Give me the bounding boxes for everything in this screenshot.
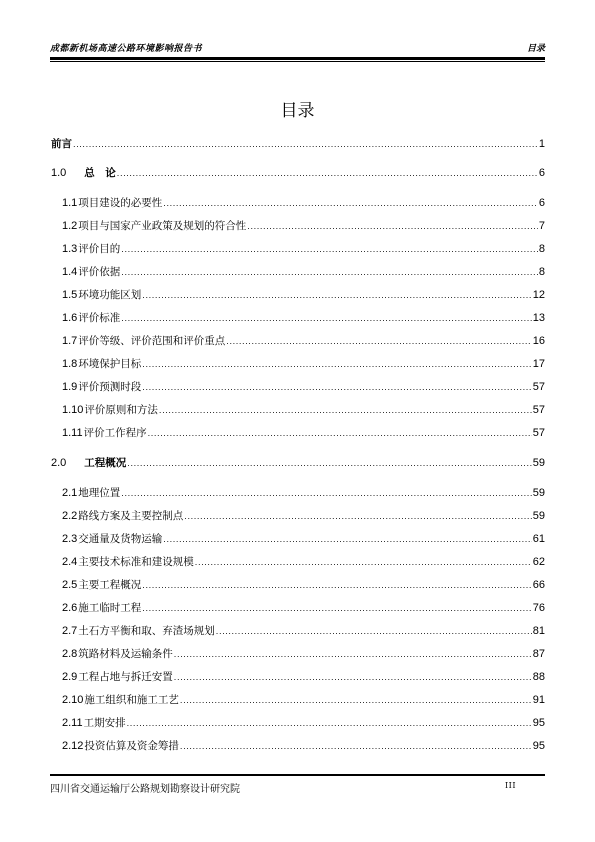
toc-entry-label: 路线方案及主要控制点	[78, 510, 184, 522]
toc-leader-dots	[163, 533, 531, 547]
header-section: 目录	[526, 44, 545, 54]
toc-entry-page: 61	[532, 533, 545, 545]
toc-entry-page: 87	[532, 648, 545, 660]
footer-page-number: III	[505, 781, 516, 790]
toc-entry-page: 88	[532, 671, 545, 683]
toc-entry-number: 2.11	[62, 717, 83, 729]
toc-entry[interactable]	[51, 137, 545, 152]
toc-entry-page: 1	[538, 138, 545, 150]
toc-leader-dots	[226, 335, 531, 349]
toc-entry[interactable]	[62, 647, 545, 662]
toc-leader-dots	[184, 510, 531, 524]
toc-entry-number: 1.9	[62, 381, 78, 393]
page-header	[50, 41, 545, 55]
toc-entry-number: 1.10	[62, 404, 84, 416]
toc-entry-label: 施工临时工程	[78, 602, 142, 614]
page-title: 目录	[280, 101, 315, 121]
toc-leader-dots	[127, 717, 532, 731]
toc-entry-number: 1.11	[62, 427, 83, 439]
toc-entry-label: 评价工作程序	[83, 427, 147, 439]
toc-leader-dots	[142, 579, 531, 593]
toc-entry-page: 91	[532, 694, 545, 706]
toc-entry-label: 评价标准	[78, 312, 121, 324]
toc-entry-page: 95	[532, 717, 545, 729]
toc-leader-dots	[142, 602, 531, 616]
toc-entry[interactable]	[62, 426, 545, 441]
toc-entry-label: 筑路材料及运输条件	[78, 648, 173, 660]
toc-leader-dots	[121, 243, 538, 257]
toc-entry[interactable]	[62, 624, 545, 639]
toc-entry-page: 57	[532, 381, 545, 393]
toc-entry[interactable]	[62, 693, 545, 708]
toc-entry[interactable]	[62, 739, 545, 754]
header-rule-thin	[50, 61, 545, 62]
toc-entry-label: 主要工程概况	[78, 579, 142, 591]
toc-entry-page: 81	[532, 625, 545, 637]
toc-leader-dots	[247, 220, 538, 234]
toc-entry-page: 6	[538, 167, 545, 179]
toc-leader-dots	[121, 266, 538, 280]
toc-entry-number: 2.12	[62, 740, 84, 752]
toc-entry[interactable]	[62, 196, 545, 211]
toc-entry[interactable]	[62, 555, 545, 570]
toc-entry[interactable]	[62, 716, 545, 731]
toc-entry-label: 评价预测时段	[78, 381, 142, 393]
toc-entry-number: 2.6	[62, 602, 78, 614]
toc-entry[interactable]	[62, 242, 545, 257]
toc-entry-label: 工期安排	[83, 717, 126, 729]
toc-entry-number: 1.3	[62, 243, 78, 255]
toc-entry-label: 投资估算及资金筹措	[84, 740, 179, 752]
toc-entry[interactable]	[62, 403, 545, 418]
toc-leader-dots	[159, 404, 532, 418]
toc-entry[interactable]	[62, 601, 545, 616]
toc-leader-dots	[180, 694, 532, 708]
toc-entry[interactable]	[62, 486, 545, 501]
toc-entry-label: 地理位置	[78, 487, 121, 499]
toc-entry[interactable]	[62, 219, 545, 234]
toc-entry-page: 62	[532, 556, 545, 568]
toc-leader-dots	[163, 197, 538, 211]
toc-entry-page: 12	[532, 289, 545, 301]
toc-entry-page: 59	[532, 457, 545, 469]
toc-leader-dots	[174, 648, 532, 662]
toc-entry-number: 1.6	[62, 312, 78, 324]
toc-entry-label: 环境保护目标	[78, 358, 142, 370]
header-doc-title: 成都新机场高速公路环境影响报告书	[50, 44, 203, 54]
toc-entry-number: 2.5	[62, 579, 78, 591]
toc-entry-number: 2.3	[62, 533, 78, 545]
toc-entry-page: 8	[538, 243, 545, 255]
toc-entry-page: 6	[538, 197, 545, 209]
toc-entry[interactable]	[62, 334, 545, 349]
toc-entry-number: 2.7	[62, 625, 78, 637]
toc-entry-page: 59	[532, 487, 545, 499]
toc-entry-label: 施工组织和施工工艺	[84, 694, 179, 706]
toc-leader-dots	[148, 427, 532, 441]
toc-entry-number: 2.8	[62, 648, 78, 660]
toc-entry[interactable]	[62, 670, 545, 685]
toc-entry-number: 1.7	[62, 335, 78, 347]
toc-leader-dots	[180, 740, 532, 754]
toc-entry-page: 16	[532, 335, 545, 347]
toc-entry-number: 1.8	[62, 358, 78, 370]
toc-entry-label: 前言	[51, 138, 72, 150]
toc-entry-page: 17	[532, 358, 545, 370]
toc-leader-dots	[73, 138, 538, 152]
toc-entry[interactable]	[62, 288, 545, 303]
toc-entry[interactable]	[62, 311, 545, 326]
toc-entry[interactable]	[51, 456, 545, 471]
toc-leader-dots	[127, 457, 531, 471]
footer-org: 四川省交通运输厅公路规划勘察设计研究院	[50, 784, 240, 795]
toc-leader-dots	[195, 556, 532, 570]
toc-entry-label: 评价等级、评价范围和评价重点	[78, 335, 226, 347]
toc-entry-number: 2.2	[62, 510, 78, 522]
toc-entry-number: 1.5	[62, 289, 78, 301]
toc-entry-label: 交通量及货物运输	[78, 533, 163, 545]
toc-entry[interactable]	[62, 532, 545, 547]
toc-leader-dots	[174, 671, 532, 685]
toc-leader-dots	[142, 289, 531, 303]
toc-entry[interactable]	[62, 578, 545, 593]
toc-entry-number: 2.10	[62, 694, 84, 706]
toc-entry-number: 1.2	[62, 220, 78, 232]
header-rule-thick	[50, 57, 545, 60]
toc-leader-dots	[121, 487, 531, 501]
toc-entry-page: 13	[532, 312, 545, 324]
toc-entry-label: 工程占地与拆迁安置	[78, 671, 173, 683]
toc-entry[interactable]	[62, 509, 545, 524]
toc-leader-dots	[142, 381, 531, 395]
toc-entry-label: 评价目的	[78, 243, 121, 255]
toc-entry[interactable]	[62, 357, 545, 372]
toc-entry-number: 2.9	[62, 671, 78, 683]
toc-entry-label: 总 论	[84, 167, 116, 179]
toc-entry-number: 1.1	[62, 197, 78, 209]
toc-leader-dots	[216, 625, 532, 639]
toc-entry[interactable]	[62, 265, 545, 280]
toc-entry-label: 工程概况	[84, 457, 127, 469]
toc-leader-dots	[121, 312, 531, 326]
toc-entry-page: 95	[532, 740, 545, 752]
toc-entry-label: 项目建设的必要性	[78, 197, 163, 209]
toc-entry-number: 2.1	[62, 487, 78, 499]
toc-entry-page: 57	[532, 404, 545, 416]
toc-entry-label: 土石方平衡和取、弃渣场规划	[78, 625, 215, 637]
toc-leader-dots	[117, 167, 538, 181]
toc-entry-number: 2.0	[51, 457, 67, 469]
toc-entry-page: 8	[538, 266, 545, 278]
footer-rule	[50, 774, 545, 776]
toc-entry-page: 66	[532, 579, 545, 591]
toc-entry-number: 2.4	[62, 556, 78, 568]
toc-entry-page: 57	[532, 427, 545, 439]
toc-entry-number: 1.4	[62, 266, 78, 278]
toc-entry-number: 1.0	[51, 167, 67, 179]
toc-leader-dots	[142, 358, 531, 372]
toc-entry[interactable]	[62, 380, 545, 395]
toc-entry-label: 主要技术标准和建设规模	[78, 556, 194, 568]
toc-entry-page: 7	[538, 220, 545, 232]
toc-entry[interactable]	[51, 166, 545, 181]
toc-entry-page: 76	[532, 602, 545, 614]
toc-entry-label: 评价原则和方法	[84, 404, 158, 416]
toc-entry-page: 59	[532, 510, 545, 522]
toc-entry-label: 评价依据	[78, 266, 121, 278]
toc-entry-label: 环境功能区划	[78, 289, 142, 301]
toc-entry-label: 项目与国家产业政策及规划的符合性	[78, 220, 247, 232]
